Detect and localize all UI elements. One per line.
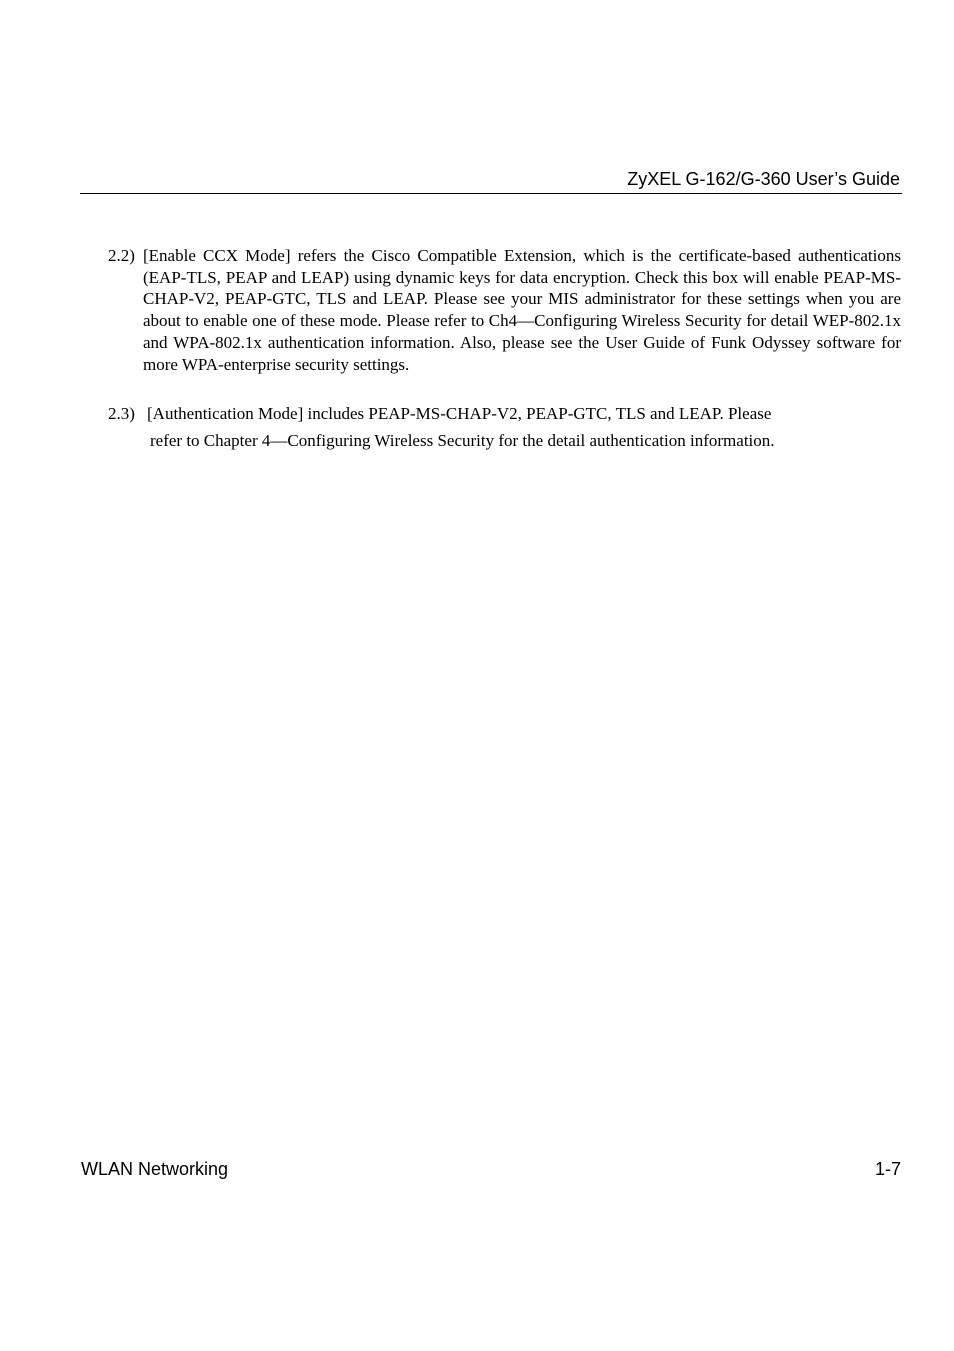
list-item-text: [Enable CCX Mode] refers the Cisco Compatible Extension, which is the certificate-based authentications (EAP-TLS, PEAP and LEAP) using dynamic keys for data encryption. Check this box will enable PEAP-MS-CHAP-V2, PEAP-GTC, TLS and LEAP. Please see your MIS administrator for these settings when you are about to enable one of these mode. Please refer to Ch4—Configuring Wireless Security for detail WEP-802.1x and WPA-802.1x authentication information. Also, please see the User Guide of Funk Odyssey software for more WPA-enterprise security settings.: [143, 246, 901, 374]
list-item-number: 2.3): [108, 404, 135, 423]
footer-page-number: 1-7: [874, 1159, 901, 1179]
list-item-text-line1: [Authentication Mode] includes PEAP-MS-CHAP-V2, PEAP-GTC, TLS and LEAP. Please: [147, 404, 772, 423]
list-item-2-3: [108, 403, 771, 425]
list-item-text-line2: refer to Chapter 4—Configuring Wireless Security for the detail authentication information.: [150, 431, 775, 450]
header-title: ZyXEL G-162/G-360 User’s Guide: [627, 169, 900, 189]
page-header: [80, 168, 902, 194]
list-item-number: 2.2): [108, 246, 135, 265]
footer-section-name: WLAN Networking: [81, 1159, 229, 1179]
list-item-2-2: [108, 245, 901, 375]
